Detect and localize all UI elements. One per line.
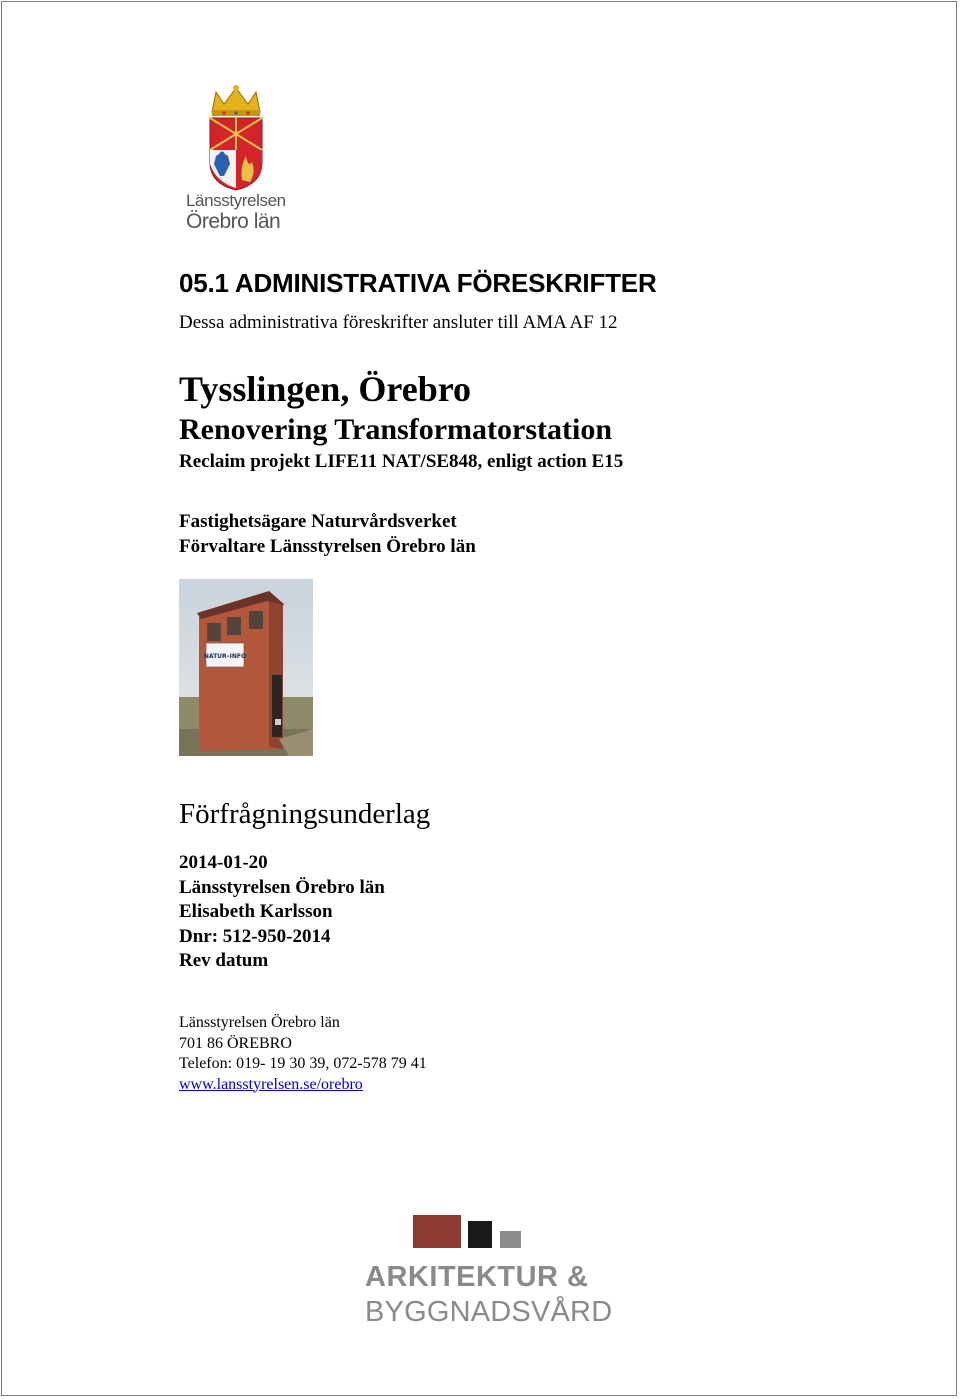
transformer-station-photo xyxy=(179,579,313,756)
property-manager: Förvaltare Länsstyrelsen Örebro län xyxy=(179,536,476,557)
project-description: Renovering Transformatorstation xyxy=(179,413,613,446)
photo-sign-text: NATUR–INFO xyxy=(203,653,247,660)
footer-logo-line-1: ARKITEKTUR & xyxy=(365,1261,589,1293)
footer-logo-line-2: BYGGNADSVÅRD xyxy=(365,1296,613,1328)
footer-logo-grey-square xyxy=(500,1231,521,1248)
property-owner: Fastighetsägare Naturvårdsverket xyxy=(179,511,457,532)
address-postal: 701 86 ÖREBRO xyxy=(179,1034,292,1052)
document-subtitle: Dessa administrativa föreskrifter ansluter till AMA AF 12 xyxy=(179,312,618,333)
document-dnr: Dnr: 512-950-2014 xyxy=(179,925,331,947)
document-contact: Elisabeth Karlsson xyxy=(179,901,333,923)
logo-line-1: Länsstyrelsen xyxy=(186,191,286,210)
project-reference: Reclaim projekt LIFE11 NAT/SE848, enligt action E15 xyxy=(179,451,624,472)
address-phone: Telefon: 019- 19 30 39, 072-578 79 41 xyxy=(179,1055,427,1072)
footer-logo-black-square xyxy=(468,1221,492,1248)
document-page xyxy=(1,1,957,1396)
document-section-label: Förfrågningsunderlag xyxy=(179,798,431,830)
address-block xyxy=(179,1013,427,1095)
document-rev-date: Rev datum xyxy=(179,950,269,972)
document-info xyxy=(179,851,385,974)
document-organisation: Länsstyrelsen Örebro län xyxy=(179,876,385,898)
project-name: Tysslingen, Örebro xyxy=(179,369,472,409)
document-date: 2014-01-20 xyxy=(179,852,268,873)
address-organisation: Länsstyrelsen Örebro län xyxy=(179,1014,340,1031)
website-link[interactable]: www.lansstyrelsen.se/orebro xyxy=(179,1075,363,1093)
document-title: 05.1 ADMINISTRATIVA FÖRESKRIFTER xyxy=(179,268,657,298)
lansstyrelsen-crest-icon xyxy=(202,84,270,192)
lansstyrelsen-logo-text xyxy=(186,192,296,232)
logo-line-2: Örebro län xyxy=(186,210,281,233)
footer-logo-red-square xyxy=(413,1215,461,1248)
